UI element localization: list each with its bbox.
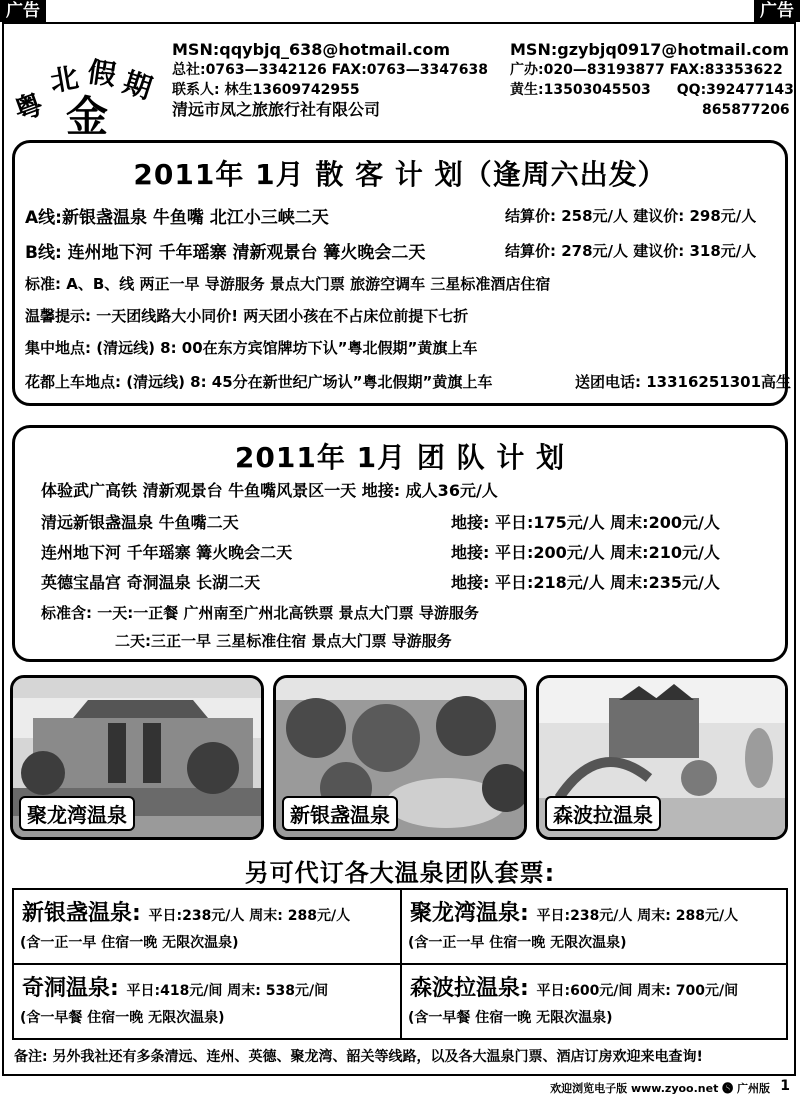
huang-phone: 黄生:13503045503 [510,82,651,98]
meeting-point: 集中地点: (清远线) 8: 00在东方宾馆牌坊下认”粤北假期”黄旗上车 [25,339,478,357]
package-cell [402,890,786,963]
group-price-2: 地接: 平日:175元/人 周末:200元/人 [451,513,720,532]
photo-julongwan [10,675,264,840]
page-number: 1 [780,1078,790,1094]
group-price-3: 地接: 平日:200元/人 周末:210元/人 [451,543,720,562]
group-route-1: 体验武广高铁 清新观景台 牛鱼嘴风景区一天 地接: 成人36元/人 [41,481,498,500]
package-name: 森波拉温泉: 平日:600元/间 周末: 700元/间 [410,976,739,1001]
photo-xinyinzhan [273,675,527,840]
package-desc: (含一正一早 住宿一晚 无限次温泉) [408,935,627,951]
logo-char: 假 [85,55,118,92]
left-contact-block [172,40,488,120]
photo-caption: 新银盏温泉 [282,796,398,831]
plan2-title: 2011年 1月 团 队 计 划 [234,441,566,474]
group-price-4: 地接: 平日:218元/人 周末:235元/人 [451,573,720,592]
package-subheading: 另可代订各大温泉团队套票: [244,859,556,887]
package-desc: (含一正一早 住宿一晚 无限次温泉) [20,935,239,951]
huadu-pickup: 花都上车地点: (清远线) 8: 45分在新世纪广场认”粤北假期”黄旗上车 [25,373,493,391]
group-route-2: 清远新银盏温泉 牛鱼嘴二天 [41,513,239,532]
line-a: A线:新银盏温泉 牛鱼嘴 北江小三峡二天 [25,208,329,228]
left-msn: MSN:qqybjq_638@hotmail.com [172,40,451,59]
company-name: 清远市凤之旅旅行社有限公司 [172,100,381,119]
photo-senbola [536,675,788,840]
package-desc: (含一早餐 住宿一晚 无限次温泉) [408,1010,613,1026]
group-tour-plan [12,425,788,662]
package-cell [402,965,786,1038]
qq-number-2: 865877206 [702,102,790,118]
group-standard-1: 标准含: 一天:一正餐 广州南至广州北高铁票 景点大门票 导游服务 [41,604,479,622]
package-price: 平日:238元/人 周末: 288元/人 [536,908,739,924]
package-price: 平日:238元/人 周末: 288元/人 [148,908,351,924]
price-a: 结算价: 258元/人 建议价: 298元/人 [505,207,757,225]
logo-char: 粤 [9,87,48,128]
right-msn: MSN:gzybjq0917@hotmail.com [510,40,790,59]
right-contact-block [510,40,794,120]
ad-label-right: 广告 [754,0,800,22]
package-price: 平日:418元/间 周末: 538元/间 [126,983,329,999]
photo-caption: 聚龙湾温泉 [19,796,135,831]
remarks: 备注: 另外我社还有多条清远、连州、英德、聚龙湾、韶关等线路，以及各大温泉门票、酒店订房欢迎来电查询! [14,1049,703,1065]
photo-caption: 森波拉温泉 [545,796,661,831]
contact-person: 联系人: 林生13609742955 [172,82,360,98]
header [0,30,800,141]
package-name: 新银盏温泉: 平日:238元/人 周末: 288元/人 [22,901,351,926]
send-off-phone: 送团电话: 13316251301高生 [575,373,792,391]
ad-label-left: 广告 [0,0,46,22]
head-office-phone: 总社:0763—3342126 FAX:0763—3347638 [172,62,488,78]
package-name: 聚龙湾温泉: 平日:238元/人 周末: 288元/人 [410,901,739,926]
logo-char: 期 [119,65,156,106]
individual-tour-plan [12,140,792,406]
group-standard-2: 二天:三正一早 三星标准住宿 景点大门票 导游服务 [115,632,452,650]
logo-char: 北 [47,60,81,99]
group-route-4: 英德宝晶宫 奇洞温泉 长湖二天 [41,573,261,592]
footer-website[interactable]: 欢迎浏览电子版 www.zyoo.net 🅢 广州版 [550,1082,770,1095]
qq-number: QQ:392477143 [676,82,794,98]
package-cell [14,890,400,963]
package-table [12,888,788,1040]
group-route-3: 连州地下河 千年瑶寨 篝火晚会二天 [41,543,293,562]
plan1-tip: 温馨提示: 一天团线路大小同价! 两天团小孩在不占床位前提下七折 [25,307,469,325]
package-name: 奇洞温泉: 平日:418元/间 周末: 538元/间 [22,976,329,1001]
logo-char-gold: 金 [66,92,109,141]
package-cell [14,965,400,1038]
guangzhou-office-phone: 广办:020—83193877 FAX:83353622 [510,62,783,78]
plan1-title: 2011年 1月 散 客 计 划（逢周六出发） [133,158,667,191]
package-price: 平日:600元/间 周末: 700元/间 [536,983,739,999]
price-b: 结算价: 278元/人 建议价: 318元/人 [505,242,757,260]
package-desc: (含一早餐 住宿一晚 无限次温泉) [20,1010,225,1026]
company-logo [9,38,164,141]
plan1-standard: 标准: A、B、线 两正一早 导游服务 景点大门票 旅游空调车 三星标准酒店住宿 [25,275,551,293]
line-b: B线: 连州地下河 千年瑶寨 清新观景台 篝火晚会二天 [25,243,426,263]
